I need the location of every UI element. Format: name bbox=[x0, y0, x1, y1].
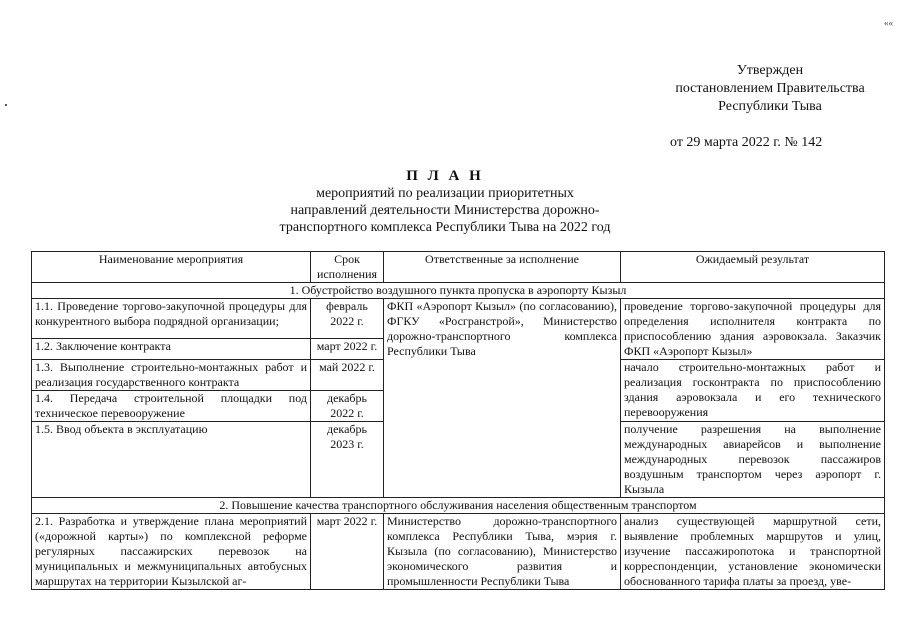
task-responsible: ФКП «Аэропорт Кызыл» (по согласованию), ФГКУ «Росгранстрой», Министерство дорожно-транспортного комплекса Республики Тыва bbox=[384, 299, 621, 498]
approval-line-2: постановлением Правительства bbox=[675, 81, 865, 96]
task-name: 1.4. Передача строительной площадки под техническое перевооружение bbox=[32, 391, 311, 422]
task-result: анализ существующей маршрутной сети, выявление проблемных маршрутов и улиц, изучение пассажиропотока и транспортной корреспонденции, установление экономически обоснованного тарифа платы за проезд, уве- bbox=[621, 514, 885, 590]
plan-table bbox=[31, 251, 885, 590]
task-term: декабрь 2022 г. bbox=[311, 391, 384, 422]
task-responsible: Министерство дорожно-транспортного комплекса Республики Тыва, мэрия г. Кызыла (по согласованию), Министерство экономического развития и промышленности Республики Тыва bbox=[384, 514, 621, 590]
task-term: март 2022 г. bbox=[311, 514, 384, 590]
section-row-2 bbox=[32, 498, 885, 514]
table-header-row bbox=[32, 252, 885, 283]
task-term: май 2022 г. bbox=[311, 360, 384, 391]
task-name: 1.3. Выполнение строительно-монтажных работ и реализация государственного контракта bbox=[32, 360, 311, 391]
title-heading: П Л А Н bbox=[406, 168, 484, 184]
corner-mark: «« bbox=[884, 18, 893, 28]
approval-line-1: Утвержден bbox=[736, 63, 804, 78]
table-row bbox=[32, 514, 885, 590]
task-result: проведение торгово-закупочной процедуры для определения исполнителя контракта по приспособлению здания аэровокзала. Заказчик ФКП «Аэропорт Кызыл» bbox=[621, 299, 885, 360]
section-title-2: 2. Повышение качества транспортного обслуживания населения общественным транспортом bbox=[32, 498, 885, 514]
section-title-1: 1. Обустройство воздушного пункта пропуска в аэропорту Кызыл bbox=[32, 283, 885, 299]
task-name: 1.5. Ввод объекта в эксплуатацию bbox=[32, 422, 311, 498]
task-name: 1.2. Заключение контракта bbox=[32, 339, 311, 360]
section-row-1 bbox=[32, 283, 885, 299]
approval-line-3: Республики Тыва bbox=[718, 99, 822, 114]
scan-speck bbox=[5, 104, 7, 106]
document-title bbox=[230, 168, 660, 236]
task-term: декабрь 2023 г. bbox=[311, 422, 384, 498]
header-name: Наименование мероприятия bbox=[32, 252, 311, 283]
title-line-1: мероприятий по реализации приоритетных bbox=[316, 186, 574, 201]
approval-date: от 29 марта 2022 г. № 142 bbox=[670, 135, 823, 150]
title-line-2: направлений деятельности Министерства дорожно- bbox=[290, 203, 600, 218]
task-name: 1.1. Проведение торгово-закупочной процедуры для конкурентного выбора подрядной организации; bbox=[32, 299, 311, 339]
task-result: получение разрешения на выполнение международных авиарейсов и выполнение международных перевозок пассажиров воздушным транспортом через аэропорт г. Кызыла bbox=[621, 422, 885, 498]
header-responsible: Ответственные за исполнение bbox=[384, 252, 621, 283]
header-result: Ожидаемый результат bbox=[621, 252, 885, 283]
task-name: 2.1. Разработка и утверждение плана мероприятий («дорожной карты») по комплексной реформе регулярных пассажирских перевозок на муниципальных и межмуниципальных автобусных маршрутах на территории Кызылской аг- bbox=[32, 514, 311, 590]
task-term: март 2022 г. bbox=[311, 339, 384, 360]
approval-block bbox=[640, 62, 900, 152]
task-term: февраль 2022 г. bbox=[311, 299, 384, 339]
table-row bbox=[32, 299, 885, 339]
header-term: Срок исполнения bbox=[311, 252, 384, 283]
title-line-3: транспортного комплекса Республики Тыва на 2022 год bbox=[279, 220, 611, 235]
task-result: начало строительно-монтажных работ и реализация госконтракта по приспособлению здания аэровокзала и его технического перевооружения bbox=[621, 360, 885, 422]
